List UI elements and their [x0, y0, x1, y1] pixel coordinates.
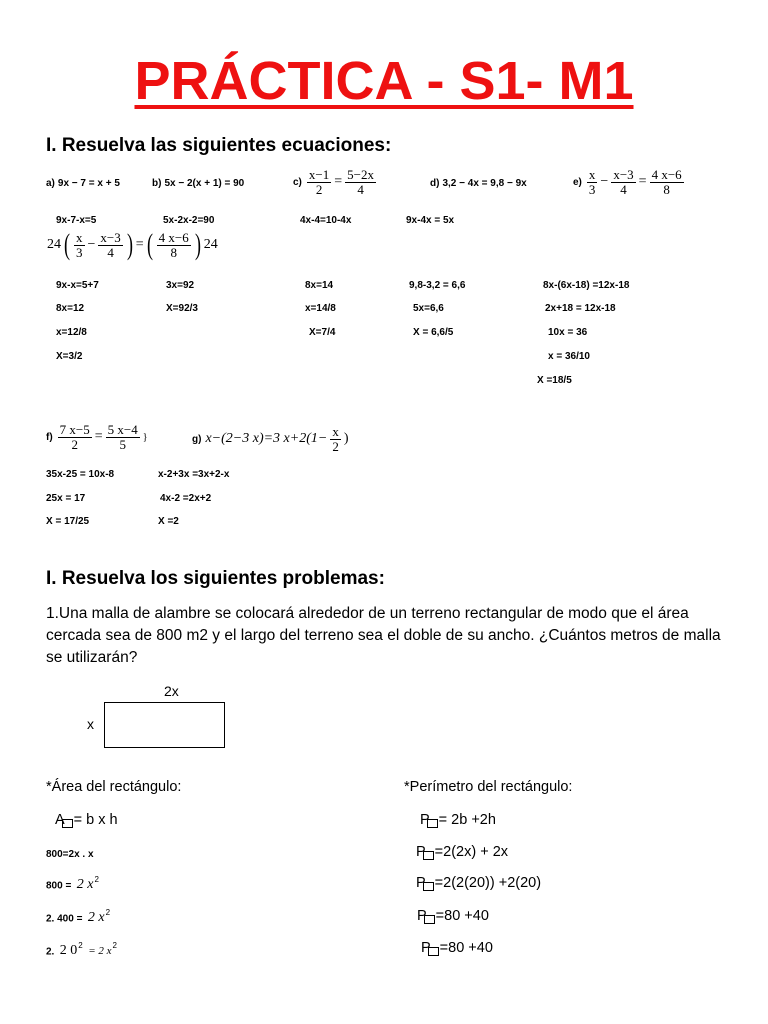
- section-heading-equations: I. Resuelva las siguientes ecuaciones:: [46, 135, 392, 156]
- perimeter-step-5: P =80 +40: [421, 940, 493, 956]
- step-d-1: 9x-4x = 5x: [406, 215, 455, 226]
- perimeter-step-4: P =80 +40: [417, 908, 489, 924]
- equation-a: a) 9x − 7 = x + 5: [46, 178, 120, 189]
- area-heading: *Área del rectángulo:: [46, 779, 182, 795]
- step-c-3: x=14/8: [305, 303, 336, 314]
- area-step-2: 800 = 2 $x^2$: [46, 875, 99, 893]
- step-b-3: X=92/3: [166, 303, 198, 314]
- step-a-3: 8x=12: [56, 303, 85, 314]
- step-d-2: 9,8-3,2 = 6,6: [409, 280, 466, 291]
- step-d-4: X = 6,6/5: [413, 327, 454, 338]
- figure-width-label: 2x: [164, 683, 179, 699]
- figure-height-label: x: [87, 716, 94, 732]
- square-symbol-icon: [423, 882, 434, 891]
- area-step-1: 800=2x . x: [46, 849, 94, 860]
- perimeter-step-3: P =2(2(20)) +2(20): [416, 875, 542, 891]
- step-g-2: 4x-2 =2x+2: [160, 493, 212, 504]
- rectangle-figure: [104, 702, 225, 748]
- perimeter-step-2: P =2(2x) + 2x: [416, 844, 509, 860]
- square-symbol-icon: [423, 851, 434, 860]
- step-f-2: 25x = 17: [46, 493, 86, 504]
- square-symbol-icon: [427, 819, 438, 828]
- area-step-3: 2. 400 = 2 $x^2$: [46, 908, 111, 926]
- equation-c: c) $\frac{x-1}{2}$ = $\frac{5-2x}{4}$: [293, 167, 374, 197]
- step-e-2: 8x-(6x-18) =12x-18: [543, 280, 630, 291]
- step-c-1: 4x-4=10-4x: [300, 215, 352, 226]
- step-c-2: 8x=14: [305, 280, 334, 291]
- step-d-3: 5x=6,6: [413, 303, 444, 314]
- square-symbol-icon: [428, 947, 439, 956]
- equation-f: f) $\frac{7 x-5}{2}$ = $\frac{5 x-4}{5}$ }: [46, 422, 148, 452]
- perimeter-heading: *Perímetro del rectángulo:: [404, 779, 573, 795]
- step-e-4: 10x = 36: [548, 327, 588, 338]
- problem-1-text: 1.Una malla de alambre se colocará alrededor de un terreno rectangular de modo que el área cercada sea de 800 m2 y el largo del terreno sea el doble de su ancho. ¿Cuántos metros de malla se utilizarán?: [46, 605, 721, 666]
- step-e-6: X =18/5: [537, 375, 572, 386]
- step-b-1: 5x-2x-2=90: [163, 215, 215, 226]
- perimeter-step-1: P = 2b +2h: [420, 812, 496, 828]
- step-a-5: X=3/2: [56, 351, 83, 362]
- step-a-2: 9x-x=5+7: [56, 280, 99, 291]
- square-symbol-icon: [424, 915, 435, 924]
- equation-d: d) 3,2 − 4x = 9,8 − 9x: [430, 178, 527, 189]
- section-heading-problems: I. Resuelva los siguientes problemas:: [46, 568, 385, 589]
- equation-e: e) $\frac{x}{3}$ − $\frac{x-3}{4}$ = $\frac{4 x-6}{8}$: [573, 167, 682, 197]
- step-a-1: 9x-7-x=5: [56, 215, 97, 226]
- step-f-1: 35x-25 = 10x-8: [46, 469, 115, 480]
- step-e-5: x = 36/10: [548, 351, 590, 362]
- step-f-3: X = 17/25: [46, 516, 90, 527]
- area-formula: A = b x h: [55, 812, 118, 828]
- area-step-4: 2. 2 $0^2 = 2$ $x^2$: [46, 941, 117, 959]
- step-c-4: X=7/4: [309, 327, 336, 338]
- square-symbol-icon: [62, 819, 73, 828]
- step-g-1: x-2+3x =3x+2-x: [158, 469, 230, 480]
- step-g-3: X =2: [158, 516, 179, 527]
- equation-g: g) x−(2−3 x)=3 x+2(1− $\frac{x}{2}$ ): [192, 424, 349, 454]
- equation-e-multiplied: 24 ( $\frac{x}{3}$ − $\frac{x-3}{4}$ ) = ( $\frac{4 x-6}{8}$ ) 24: [47, 228, 218, 261]
- page-title: PRÁCTICA - S1- M1: [134, 51, 634, 111]
- equation-b: b) 5x − 2(x + 1) = 90: [152, 178, 245, 189]
- step-a-4: x=12/8: [56, 327, 87, 338]
- step-e-3: 2x+18 = 12x-18: [545, 303, 616, 314]
- step-b-2: 3x=92: [166, 280, 195, 291]
